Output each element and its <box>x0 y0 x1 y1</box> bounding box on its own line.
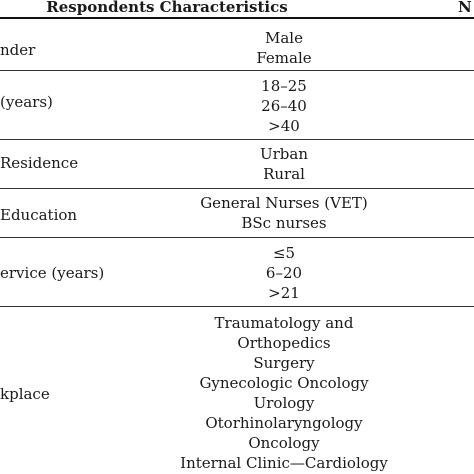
header-rule <box>0 17 474 19</box>
value-otorhinolaryngology: Otorhinolaryngology <box>205 414 363 432</box>
column-header-n: N <box>458 0 472 16</box>
value-rural: Rural <box>263 165 305 183</box>
column-header-characteristics: Respondents Characteristics <box>46 0 288 16</box>
row-label-education: Education <box>0 206 78 224</box>
value-male: Male <box>265 29 303 47</box>
value-urban: Urban <box>259 145 309 163</box>
value-18-25: 18–25 <box>261 77 307 95</box>
row-divider <box>0 188 474 189</box>
row-divider <box>0 70 474 71</box>
value-traumatology: Traumatology and <box>214 314 354 332</box>
row-values-age <box>142 76 426 136</box>
row-label-service: ervice (years) <box>0 264 105 282</box>
value-gynecologic-oncology: Gynecologic Oncology <box>199 374 369 392</box>
value-orthopedics: Orthopedics <box>237 334 331 352</box>
row-values-service <box>142 243 426 303</box>
value-bsc-nurses: BSc nurses <box>241 214 327 232</box>
value-over-21: >21 <box>268 284 300 302</box>
row-values-workplace <box>142 313 426 473</box>
value-urology: Urology <box>253 394 315 412</box>
row-divider <box>0 139 474 140</box>
value-le-5: ≤5 <box>272 244 296 262</box>
value-6-20: 6–20 <box>265 264 303 282</box>
row-label-workplace: kplace <box>0 385 50 403</box>
row-label-gender: nder <box>0 41 36 59</box>
row-values-education <box>142 193 426 233</box>
value-female: Female <box>256 49 312 67</box>
row-divider <box>0 237 474 238</box>
row-values-residence <box>142 144 426 184</box>
row-label-age: (years) <box>0 93 53 111</box>
row-label-residence: Residence <box>0 154 79 172</box>
value-general-nurses: General Nurses (VET) <box>200 194 368 212</box>
value-over-40: >40 <box>268 117 300 135</box>
value-surgery: Surgery <box>253 354 315 372</box>
value-oncology: Oncology <box>248 434 320 452</box>
row-values-gender <box>142 28 426 68</box>
row-divider <box>0 306 474 307</box>
value-26-40: 26–40 <box>261 97 307 115</box>
value-internal-clinic-cardiology: Internal Clinic—Cardiology <box>180 454 388 472</box>
